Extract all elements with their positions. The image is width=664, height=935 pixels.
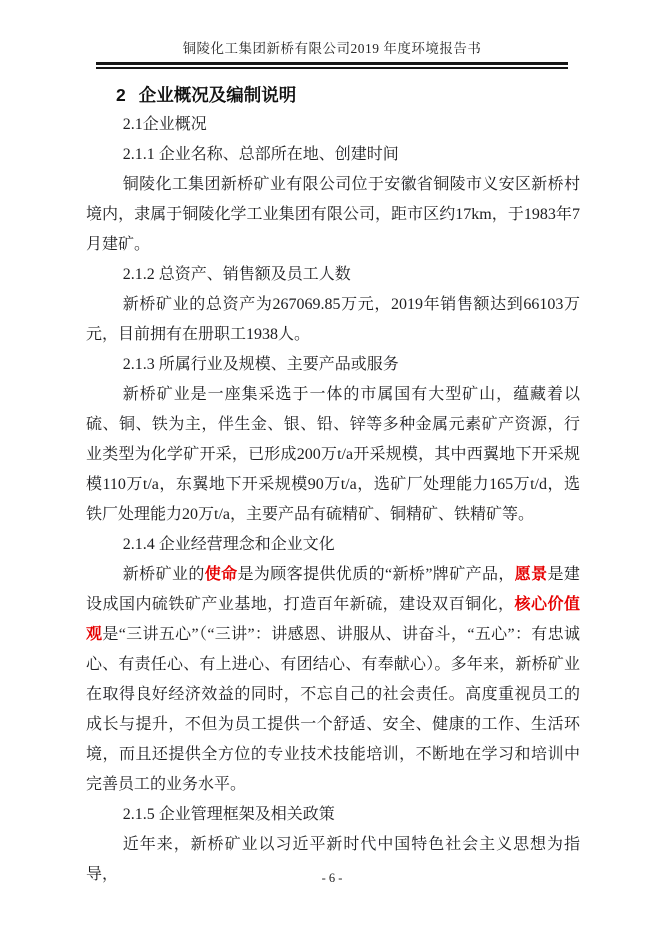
- emphasis-red-term: 核心价值观: [86, 596, 580, 643]
- paragraph-industry-scale-products: 新桥矿业是一座集采选于一体的市属国有大型矿山，蕴藏着以硫、铜、铁为主，伴生金、银、铅、锌等多种金属元素矿产资源，行业类型为化学矿开采，已形成200万t/a开采规模，其中西翼地下开采规模110万t/a，东翼地下开采规模90万t/a，选矿厂处理能力165万t/d，选铁厂处理能力20万t/a，主要产品有硫精矿、铜精矿、铁精矿等。: [86, 386, 580, 523]
- header-double-rule: [96, 62, 568, 69]
- chapter-title: 企业概况及编制说明: [138, 85, 297, 105]
- section-heading-2-1-5: 2.1.5 企业管理框架及相关政策: [122, 806, 335, 823]
- paragraph-culture-mission: [86, 560, 580, 800]
- text-segment: 新桥矿业的: [122, 566, 205, 583]
- paragraph-company-location: 铜陵化工集团新桥矿业有限公司位于安徽省铜陵市义安区新桥村境内，隶属于铜陵化学工业集团有限公司，距市区约17km，于1983年7月建矿。: [86, 176, 580, 253]
- section-heading-2-1: 2.1企业概况: [122, 116, 207, 133]
- text-segment: 是为顾客提供优质的“新桥”牌矿产品，: [237, 566, 515, 583]
- page-number: - 6 -: [321, 871, 343, 885]
- emphasis-red-term: 愿景: [514, 566, 548, 583]
- text-segment: 是“三讲五心”（“三讲”：讲感恩、讲服从、讲奋斗，“五心”：有忠诚心、有责任心、有上进心、有团结心、有奉献心）。多年来，新桥矿业在取得良好经济效益的同时，不忘自己的社会责任。高度重视员工的成长与提升，不但为员工提供一个舒适、安全、健康的工作、生活环境，而且还提供全方位的专业技术技能培训，不断地在学习和培训中完善员工的业务水平。: [86, 626, 580, 793]
- paragraph-management-framework: 近年来，新桥矿业以习近平新时代中国特色社会主义思想为指导，: [86, 836, 580, 883]
- section-heading-2-1-4: 2.1.4 企业经营理念和企业文化: [122, 536, 335, 553]
- chapter-number: 2: [116, 85, 126, 105]
- emphasis-red-term: 使命: [204, 566, 238, 583]
- section-heading-2-1-2: 2.1.2 总资产、销售额及员工人数: [122, 266, 351, 283]
- paragraph-assets-sales-staff: 新桥矿业的总资产为267069.85万元，2019年销售额达到66103万元，目前拥有在册职工1938人。: [86, 296, 580, 343]
- page-header: [0, 40, 664, 58]
- section-heading-2-1-3: 2.1.3 所属行业及规模、主要产品或服务: [122, 356, 399, 373]
- section-heading-2-1-1: 2.1.1 企业名称、总部所在地、创建时间: [122, 146, 399, 163]
- chapter-heading: [116, 80, 580, 110]
- document-body: [86, 80, 580, 890]
- header-title: 铜陵化工集团新桥有限公司2019 年度环境报告书: [182, 41, 482, 56]
- page-footer: [0, 869, 664, 887]
- text-segment: 是建设成国内硫铁矿产业基地，打造百年新硫，建设双百铜化，: [86, 566, 580, 613]
